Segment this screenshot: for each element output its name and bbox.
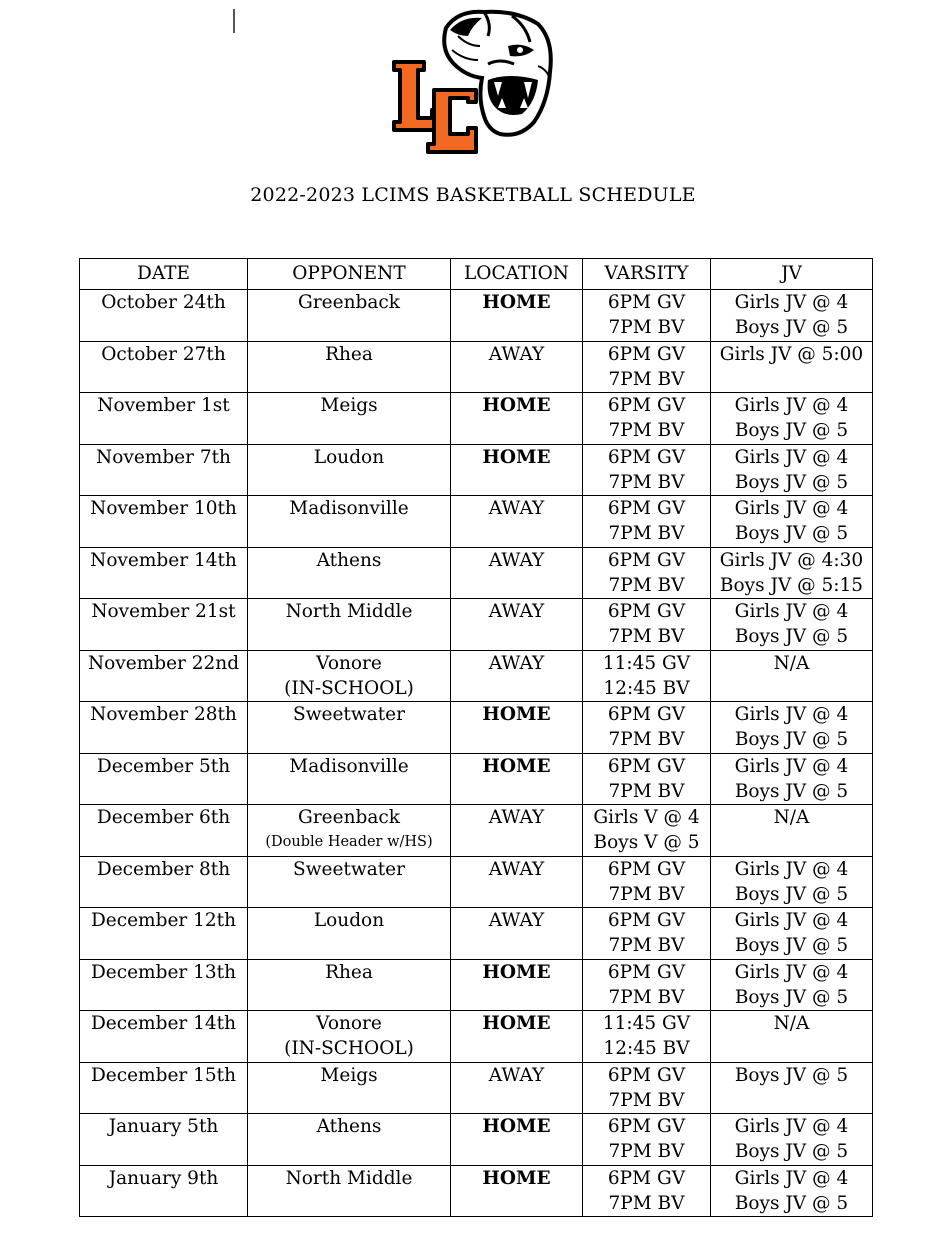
varsity-cell (583, 908, 711, 960)
opponent-name: Vonore (316, 1013, 382, 1034)
varsity-time: 7PM BV (608, 1141, 685, 1162)
varsity-cell (583, 650, 711, 702)
location-text: AWAY (488, 549, 545, 571)
varsity-time: 6PM GV (607, 601, 686, 622)
varsity-time: Boys V @ 5 (593, 832, 700, 853)
jv-cell (711, 959, 873, 1011)
location-text: AWAY (488, 498, 545, 519)
table-row (80, 856, 873, 908)
location-cell (451, 805, 583, 857)
header-location: LOCATION (451, 259, 583, 290)
varsity-time: 7PM BV (608, 420, 685, 441)
jv-time: Boys JV @ 5 (734, 626, 849, 647)
opponent-cell (248, 650, 451, 702)
location-cell (451, 650, 583, 702)
varsity-time: 7PM BV (608, 935, 685, 956)
table-row (80, 444, 873, 496)
opponent-name: North Middle (285, 601, 413, 622)
location-text: AWAY (488, 343, 545, 365)
location-text: HOME (482, 1013, 551, 1034)
date-text: December 13th (90, 961, 237, 983)
opponent-name: Greenback (298, 807, 400, 828)
jv-time: Boys JV @ 5 (734, 883, 849, 905)
location-cell (451, 444, 583, 496)
jv-time: Girls JV @ 4 (734, 292, 849, 313)
jv-time: Boys JV @ 5 (734, 729, 849, 750)
jv-time: Girls JV @ 4 (734, 395, 849, 416)
opponent-name: Rhea (325, 961, 373, 983)
date-text: December 8th (96, 858, 231, 880)
varsity-cell (583, 599, 711, 651)
varsity-cell (583, 393, 711, 445)
date-cell (80, 908, 248, 960)
date-cell (80, 1062, 248, 1114)
table-row (80, 753, 873, 805)
opponent-cell (248, 908, 451, 960)
jv-time: Girls JV @ 4:30 (719, 549, 864, 571)
opponent-cell (248, 393, 451, 445)
opponent-cell (248, 599, 451, 651)
opponent-cell (248, 444, 451, 496)
table-row (80, 650, 873, 702)
jv-time: Boys JV @ 5 (734, 420, 849, 441)
location-cell (451, 393, 583, 445)
location-text: HOME (482, 395, 551, 416)
jv-time: Girls JV @ 4 (734, 601, 849, 622)
location-text: HOME (482, 1167, 551, 1189)
location-cell (451, 341, 583, 393)
panther-logo (388, 6, 556, 156)
location-text: HOME (482, 292, 551, 313)
table-row (80, 805, 873, 857)
location-cell (451, 753, 583, 805)
varsity-time: 6PM GV (607, 858, 686, 880)
jv-cell (711, 444, 873, 496)
location-text: HOME (482, 446, 551, 468)
opponent-cell (248, 1062, 451, 1114)
jv-time: Boys JV @ 5 (734, 986, 849, 1008)
header-opponent: OPPONENT (248, 259, 451, 290)
date-text: January 5th (108, 1116, 219, 1137)
varsity-time: 6PM GV (607, 1167, 686, 1189)
jv-time: Girls JV @ 4 (734, 704, 849, 725)
varsity-time: 7PM BV (608, 1089, 685, 1111)
jv-cell (711, 753, 873, 805)
varsity-time: 7PM BV (608, 729, 685, 750)
varsity-cell (583, 959, 711, 1011)
table-row (80, 290, 873, 342)
opponent-subnote: (Double Header w/HS) (265, 834, 433, 850)
jv-cell (711, 1165, 873, 1217)
opponent-name: Meigs (320, 1064, 378, 1086)
location-cell (451, 599, 583, 651)
jv-cell (711, 341, 873, 393)
varsity-time: 7PM BV (608, 368, 685, 390)
location-text: AWAY (488, 1064, 545, 1086)
varsity-time: 7PM BV (608, 471, 685, 493)
location-cell (451, 496, 583, 548)
date-cell (80, 856, 248, 908)
varsity-cell (583, 856, 711, 908)
date-text: October 27th (101, 343, 226, 365)
schedule-table (79, 258, 873, 1217)
jv-time: Boys JV @ 5 (734, 780, 849, 802)
varsity-time: 7PM BV (608, 317, 685, 338)
varsity-cell (583, 1011, 711, 1063)
opponent-cell (248, 1011, 451, 1063)
varsity-time: 6PM GV (607, 292, 686, 313)
jv-cell (711, 496, 873, 548)
jv-time: N/A (773, 807, 810, 828)
jv-time: Boys JV @ 5 (734, 1192, 849, 1214)
varsity-time: 12:45 BV (603, 1038, 690, 1059)
location-text: AWAY (488, 601, 545, 622)
date-text: November 7th (96, 446, 231, 468)
varsity-cell (583, 753, 711, 805)
date-text: December 14th (90, 1013, 237, 1034)
varsity-cell (583, 1114, 711, 1166)
jv-time: N/A (773, 1013, 810, 1034)
table-row (80, 1114, 873, 1166)
opponent-note: (IN-SCHOOL) (284, 677, 414, 699)
jv-time: Girls JV @ 4 (734, 498, 849, 519)
jv-time: Girls JV @ 5:00 (719, 343, 864, 365)
date-cell (80, 805, 248, 857)
date-text: November 10th (90, 498, 237, 519)
date-cell (80, 753, 248, 805)
jv-time: Boys JV @ 5 (734, 317, 849, 338)
varsity-cell (583, 444, 711, 496)
location-cell (451, 908, 583, 960)
varsity-time: 6PM GV (607, 1064, 686, 1086)
varsity-time: 6PM GV (607, 395, 686, 416)
table-row (80, 496, 873, 548)
jv-time: Girls JV @ 4 (734, 1167, 849, 1189)
opponent-cell (248, 753, 451, 805)
date-cell (80, 444, 248, 496)
date-cell (80, 599, 248, 651)
location-cell (451, 856, 583, 908)
opponent-name: Vonore (316, 652, 382, 674)
date-text: October 24th (101, 292, 226, 313)
jv-cell (711, 702, 873, 754)
varsity-time: 7PM BV (608, 574, 685, 596)
header-jv: JV (711, 259, 873, 290)
varsity-cell (583, 341, 711, 393)
date-cell (80, 650, 248, 702)
varsity-cell (583, 805, 711, 857)
jv-cell (711, 856, 873, 908)
location-cell (451, 1011, 583, 1063)
opponent-cell (248, 856, 451, 908)
date-text: November 22nd (87, 652, 240, 674)
jv-time: Boys JV @ 5 (734, 1064, 849, 1086)
date-cell (80, 1114, 248, 1166)
varsity-time: 7PM BV (608, 986, 685, 1008)
varsity-time: 6PM GV (607, 704, 686, 725)
date-cell (80, 341, 248, 393)
location-cell (451, 1165, 583, 1217)
date-text: December 6th (96, 807, 231, 828)
opponent-name: Athens (316, 1116, 382, 1137)
varsity-time: 7PM BV (608, 780, 685, 802)
jv-cell (711, 290, 873, 342)
jv-time: Girls JV @ 4 (734, 755, 849, 777)
varsity-time: 7PM BV (608, 883, 685, 905)
varsity-time: 7PM BV (608, 1192, 685, 1214)
date-cell (80, 702, 248, 754)
jv-time: Boys JV @ 5 (734, 935, 849, 956)
jv-cell (711, 1114, 873, 1166)
varsity-time: 6PM GV (607, 910, 686, 931)
jv-time: Girls JV @ 4 (734, 858, 849, 880)
jv-time: Boys JV @ 5:15 (719, 574, 864, 596)
jv-cell (711, 599, 873, 651)
date-cell (80, 290, 248, 342)
table-row (80, 702, 873, 754)
location-text: HOME (482, 1116, 551, 1137)
varsity-time: 7PM BV (608, 523, 685, 544)
varsity-time: Girls V @ 4 (593, 807, 700, 828)
jv-cell (711, 908, 873, 960)
date-text: December 12th (90, 910, 237, 931)
opponent-cell (248, 1165, 451, 1217)
location-cell (451, 290, 583, 342)
varsity-cell (583, 702, 711, 754)
table-row (80, 599, 873, 651)
opponent-cell (248, 496, 451, 548)
varsity-cell (583, 496, 711, 548)
varsity-time: 7PM BV (608, 626, 685, 647)
jv-time: N/A (773, 652, 810, 674)
date-text: January 9th (108, 1167, 219, 1189)
opponent-name: Greenback (298, 292, 400, 313)
opponent-name: Loudon (313, 910, 385, 931)
opponent-name: Madisonville (289, 755, 409, 777)
jv-cell (711, 547, 873, 599)
header-varsity: VARSITY (583, 259, 711, 290)
location-cell (451, 1114, 583, 1166)
date-text: November 14th (90, 549, 237, 571)
location-cell (451, 547, 583, 599)
lc-letters-icon (394, 62, 476, 152)
varsity-cell (583, 1165, 711, 1217)
opponent-name: Loudon (313, 446, 385, 468)
header-date: DATE (80, 259, 248, 290)
opponent-cell (248, 805, 451, 857)
varsity-time: 12:45 BV (603, 677, 690, 699)
date-cell (80, 1165, 248, 1217)
location-text: HOME (482, 704, 551, 725)
location-text: AWAY (488, 910, 545, 931)
varsity-time: 6PM GV (607, 498, 686, 519)
jv-cell (711, 805, 873, 857)
header-row (80, 259, 873, 290)
opponent-name: Meigs (320, 395, 378, 416)
jv-time: Boys JV @ 5 (734, 471, 849, 493)
jv-time: Boys JV @ 5 (734, 523, 849, 544)
opponent-name: Sweetwater (293, 704, 405, 725)
opponent-note: (IN-SCHOOL) (284, 1038, 414, 1059)
location-cell (451, 1062, 583, 1114)
varsity-cell (583, 1062, 711, 1114)
opponent-name: Athens (316, 549, 382, 571)
date-text: December 15th (90, 1064, 237, 1086)
jv-time: Girls JV @ 4 (734, 446, 849, 468)
table-row (80, 959, 873, 1011)
jv-time: Boys JV @ 5 (734, 1141, 849, 1162)
opponent-cell (248, 290, 451, 342)
date-cell (80, 393, 248, 445)
location-cell (451, 959, 583, 1011)
date-cell (80, 496, 248, 548)
date-text: December 5th (96, 755, 231, 777)
location-text: HOME (482, 755, 551, 777)
date-cell (80, 959, 248, 1011)
table-row (80, 1062, 873, 1114)
varsity-time: 6PM GV (607, 1116, 686, 1137)
table-row (80, 1165, 873, 1217)
location-text: AWAY (488, 807, 545, 828)
jv-cell (711, 1062, 873, 1114)
varsity-time: 6PM GV (607, 961, 686, 983)
opponent-cell (248, 341, 451, 393)
opponent-name: North Middle (285, 1167, 413, 1189)
jv-cell (711, 1011, 873, 1063)
table-row (80, 393, 873, 445)
varsity-time: 6PM GV (607, 549, 686, 571)
table-row (80, 547, 873, 599)
location-text: HOME (482, 961, 551, 983)
jv-time: Girls JV @ 4 (734, 910, 849, 931)
jv-time: Girls JV @ 4 (734, 1116, 849, 1137)
location-text: AWAY (488, 652, 545, 674)
location-text: AWAY (488, 858, 545, 880)
jv-cell (711, 650, 873, 702)
text-cursor (233, 9, 235, 33)
opponent-cell (248, 547, 451, 599)
location-cell (451, 702, 583, 754)
varsity-time: 6PM GV (607, 755, 686, 777)
date-text: November 21st (91, 601, 236, 622)
opponent-cell (248, 702, 451, 754)
varsity-time: 11:45 GV (602, 1013, 691, 1034)
date-cell (80, 547, 248, 599)
table-row (80, 908, 873, 960)
varsity-time: 6PM GV (607, 446, 686, 468)
jv-cell (711, 393, 873, 445)
varsity-time: 6PM GV (607, 343, 686, 365)
table-row (80, 341, 873, 393)
table-row (80, 1011, 873, 1063)
opponent-cell (248, 1114, 451, 1166)
varsity-time: 11:45 GV (602, 652, 691, 674)
date-text: November 28th (90, 704, 237, 725)
varsity-cell (583, 547, 711, 599)
schedule-title: 2022-2023 LCIMS BASKETBALL SCHEDULE (250, 184, 696, 206)
opponent-name: Rhea (325, 343, 373, 365)
opponent-name: Madisonville (289, 498, 409, 519)
opponent-cell (248, 959, 451, 1011)
varsity-cell (583, 290, 711, 342)
opponent-name: Sweetwater (293, 858, 405, 880)
jv-time: Girls JV @ 4 (734, 961, 849, 983)
date-cell (80, 1011, 248, 1063)
date-text: November 1st (97, 395, 230, 416)
panther-head-icon (444, 12, 551, 135)
